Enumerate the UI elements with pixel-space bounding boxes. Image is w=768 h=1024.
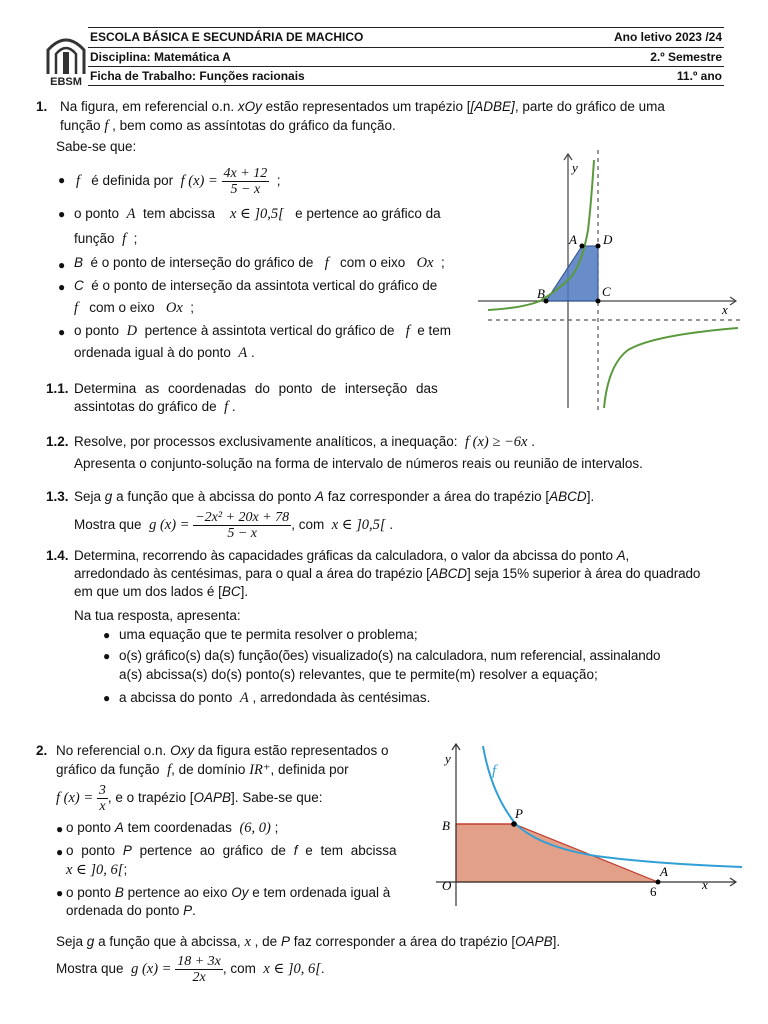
q1-bullet-3: B é o ponto de interseção do gráfico de f com o eixo Ox ; [74,255,445,271]
label-f: f [492,763,497,779]
q11-line1: Determina as coordenadas do ponto de interseção das [74,381,438,396]
q1-sabe: Sabe-se que: [56,139,137,154]
bullet-icon: ● [58,280,66,294]
q2-g-fraction: $\frac{18 + 3x}{2x}$ [177,953,221,985]
q1-bullet-2b: função f ; [74,231,138,247]
label-b: B [537,286,545,301]
q11-line2: assintotas do gráfico de f . [74,399,236,415]
q13-g-fraction: $\frac{\text{−2x² + 20x + 78}}{5 - x}$ [195,509,290,541]
worksheet-title: Ficha de Trabalho: Funções racionais [90,69,305,83]
label-p: P [515,806,523,821]
grade: 11.º ano [676,69,722,83]
label-x: x [722,302,728,317]
q1-bullet-2a: o ponto A tem abcissa x ∈ ]0,5[ e pertence ao gráfico da [74,206,441,222]
bullet-icon: ● [58,207,66,221]
q2-bullet-3b: ordenada do ponto P. [66,903,196,918]
label-six: 6 [650,884,657,899]
trapezoid-oapb [456,824,658,882]
q2-line2: gráfico da função f, de domínio IR⁺, definida por [56,762,349,778]
q14-line1: Determina, recorrendo às capacidades gráficas da calculadora, o valor da abcissa do ponto A, [74,548,630,563]
q13-line2: Mostra que g (x) = $\frac{\text{−2x² + 20x + 78}}{5 - x}$ , com x ∈ ]0,5[ . [74,509,394,541]
semester: 2.º Semestre [650,50,722,64]
figure-1 [478,150,742,412]
q1-bullet-1: f é definida por f (x) = $\frac{4x + 12}{5 - x}$ ; [76,165,281,197]
q2-f-fraction: $\frac{3}{x}$ [98,782,106,814]
q2-bullet-1: o ponto A tem coordenadas (6, 0) ; [66,820,279,836]
q2-seja: Seja g a função que à abcissa, x , de P faz corresponder a área do trapézio [OAPB]. [56,934,561,950]
label-y: y [572,160,578,175]
q12-line2: Apresenta o conjunto-solução na forma de intervalo de números reais ou reunião de intervalos. [74,456,643,471]
point-c [596,299,601,304]
point-a [580,244,585,249]
q1-f-fraction: $\frac{4x + 12}{5 - x}$ [223,165,268,197]
q12-number: 1.2. [46,434,69,449]
school-year: Ano letivo 2023 /24 [613,30,722,44]
school-name: ESCOLA BÁSICA E SECUNDÁRIA DE MACHICO [90,30,364,44]
q1-intro-line2: função f , bem como as assíntotas do gráfico da função. [60,118,396,134]
q11-number: 1.1. [46,381,69,396]
q14-item-2a: o(s) gráfico(s) da(s) função(ões) visualizado(s) na calculadora, num referencial, assinalando [119,648,661,663]
q2-mostra: Mostra que g (x) = $\frac{18 + 3x}{2x}$ , com x ∈ ]0, 6[. [56,953,325,985]
bullet-icon: ● [103,628,111,642]
q14-item-1: uma equação que te permita resolver o problema; [119,627,418,642]
bullet-icon: ● [58,173,66,187]
label-a: A [660,864,668,879]
label-x: x [702,877,708,892]
figure-2 [436,742,746,908]
q2-number: 2. [36,743,48,758]
bullet-icon: ● [56,886,64,900]
q2-line3: f (x) = $\frac{3}{x}$ , e o trapézio [OAPB]. Sabe-se que: [56,782,323,814]
q2-bullet-2a: o ponto P pertence ao gráfico de f e tem abcissa [66,843,397,858]
q13-line1: Seja g a função que à abcissa do ponto A faz corresponder a área do trapézio [ABCD]. [74,489,595,504]
q12-line1: Resolve, por processos exclusivamente analíticos, a inequação: f (x) ≥ −6x . [74,434,535,450]
q1-bullet-4b: f com o eixo Ox ; [74,300,195,316]
subject: Disciplina: Matemática A [90,50,231,64]
q13-number: 1.3. [46,489,69,504]
q14-item-2b: a(s) abcissa(s) do(s) ponto(s) relevantes, que te permite(m) resolver a equação; [119,667,598,682]
q1-number: 1. [36,99,48,114]
bullet-icon: ● [56,845,64,859]
q14-line3: em que um dos lados é [BC]. [74,584,249,599]
point-p [511,821,517,827]
label-a: A [569,232,577,247]
graph-right-branch [604,328,738,408]
bullet-icon: ● [103,691,111,705]
label-b: B [442,818,450,833]
bullet-icon: ● [58,258,66,272]
label-o: O [442,878,452,893]
q14-line2: arredondado às centésimas, para o qual a área do trapézio [ABCD] seja 15% superior à área do quadrado [74,566,701,581]
q1-bullet-5a: o ponto D pertence à assintota vertical do gráfico de f e tem [74,323,452,339]
point-d [596,244,601,249]
logo-text: EBSM [50,76,82,86]
q1-bullet-4a: C é o ponto de interseção da assintota vertical do gráfico de [74,278,438,293]
q2-bullet-2b: x ∈ ]0, 6[; [66,862,128,878]
q14-line4: Na tua resposta, apresenta: [74,608,241,623]
bullet-icon: ● [103,649,111,663]
q1-bullet-5b: ordenada igual à do ponto A . [74,345,255,361]
q2-bullet-3a: o ponto B pertence ao eixo Oy e tem ordenada igual à [66,885,391,900]
bullet-icon: ● [56,822,64,836]
label-y: y [445,751,451,766]
bullet-icon: ● [58,325,66,339]
school-logo [44,30,88,86]
label-d: D [603,232,613,247]
q14-item-3: a abcissa do ponto A , arredondada às centésimas. [119,690,431,706]
q14-number: 1.4. [46,548,69,563]
q2-line1: No referencial o.n. Oxy da figura estão representados o [56,743,389,758]
q1-intro-line1: Na figura, em referencial o.n. xOy estão representados um trapézio [[ADBE], parte do gráfico de uma [60,99,665,114]
label-c: C [602,284,611,299]
